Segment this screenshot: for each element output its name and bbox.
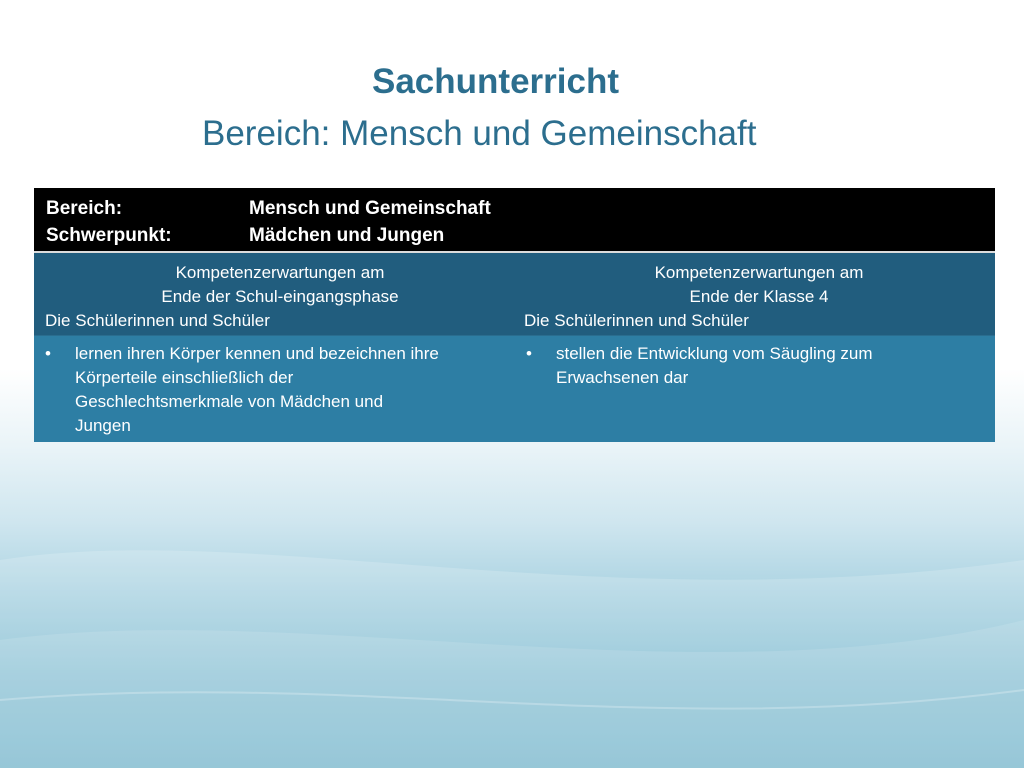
list-item-line: stellen die Entwicklung vom Säugling zum	[556, 344, 873, 363]
competence-heading-left	[45, 261, 515, 333]
bullet-icon: •	[45, 344, 51, 363]
competence-content-row	[34, 336, 995, 442]
heading-line-2: Ende der Schul-eingangsphase	[161, 287, 399, 306]
heading-line-1: Kompetenzerwartungen am	[175, 263, 385, 282]
competence-heading-row	[34, 253, 995, 336]
list-item-line: Geschlechtsmerkmale von Mädchen und	[75, 392, 384, 411]
title-main: Sachunterricht	[372, 62, 619, 101]
heading-subject: Die Schülerinnen und Schüler	[524, 311, 749, 330]
list-item-line: Körperteile einschließlich der	[75, 368, 294, 387]
heading-subject: Die Schülerinnen und Schüler	[45, 311, 270, 330]
bereich-value: Mensch und Gemeinschaft	[249, 198, 491, 219]
competence-table	[34, 188, 995, 442]
bullet-icon: •	[526, 344, 532, 363]
list-item-text	[556, 342, 996, 390]
schwerpunkt-label: Schwerpunkt:	[46, 225, 172, 246]
list-item-text	[75, 342, 515, 438]
competence-heading-right	[524, 261, 994, 333]
heading-line-1: Kompetenzerwartungen am	[654, 263, 864, 282]
list-item-line: Jungen	[75, 416, 131, 435]
schwerpunkt-value: Mädchen und Jungen	[249, 225, 445, 246]
list-item-line: Erwachsenen dar	[556, 368, 689, 387]
heading-line-2: Ende der Klasse 4	[689, 287, 829, 306]
bereich-label: Bereich:	[46, 198, 123, 219]
list-item-line: lernen ihren Körper kennen und bezeichnen ihre	[75, 344, 439, 363]
title-subtitle: Bereich: Mensch und Gemeinschaft	[202, 114, 757, 153]
table-header-row	[34, 188, 995, 253]
